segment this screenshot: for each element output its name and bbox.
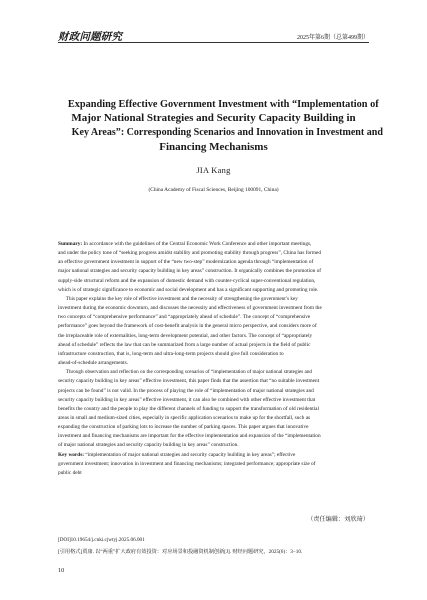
issue-info: 2025年第6期（总第499期） xyxy=(296,35,369,41)
title-line: Key Areas”: Corresponding Scenarios and Innovation in Investment and xyxy=(71,126,383,139)
title-line: Financing Mechanisms xyxy=(159,140,268,153)
paragraph-line: performance” goes beyond the framework of cost-benefit analysis in the general micro perspective, and considers more of xyxy=(58,323,317,330)
responsible-editor: （责任编辑：刘欣琦） xyxy=(307,516,369,523)
paragraph-line: This paper explains the key role of effective investment and the necessity of strengthening the government’s key xyxy=(65,295,298,302)
summary-line: In accordance with the guidelines of the Central Economic Work Conference and other important meetings, xyxy=(83,241,312,247)
summary-line: an effective government investment in support of the “new two-step” modernization agenda through “implementation of xyxy=(58,259,314,266)
title-line: Major National Strategies and Security Capacity Building in xyxy=(71,112,356,125)
paragraph-line: areas in small and medium-sized cities, especially in specific application scenarios to make up for the shortfall, such as xyxy=(58,414,311,421)
paragraph-line: benefits the country and the people to play the different channels of funding to support the transformation of old residential xyxy=(58,405,319,412)
paragraph-line: investment and financing mechanisms are important for the effective implementation and expansion of the “implementation xyxy=(58,433,321,440)
summary-line: major national strategies and security capacity building in key areas” construction. It organically combines the promotion of xyxy=(58,268,322,275)
abstract xyxy=(58,240,369,478)
keywords-first-line xyxy=(58,451,369,460)
paragraph-line: of major national strategies and security capacity building in key areas” construction. xyxy=(58,442,239,449)
summary-line: and under the policy tone of “seeking progress amidst stability and promoting stability through progress”, China has formed xyxy=(58,250,322,257)
title-line: Expanding Effective Government Investment with “Implementation of xyxy=(67,98,379,110)
article-title xyxy=(58,97,383,154)
keywords-line: “implementation of major national strategies and security capacity building in key areas”; effective xyxy=(85,451,296,458)
journal-logo: 财政问题研究 xyxy=(58,31,123,43)
keywords-line: public debt xyxy=(58,469,82,476)
header-rule xyxy=(58,42,369,43)
citation-format: [引用格式]贾康. 以“两重”扩大政府有效投资：对应场景和投融资机制创新[J]. 财经问题研究，2025(6)：3−10. xyxy=(58,549,303,555)
paragraph-line: security capacity building in key areas” effective investment, this paper finds that the assertion that “no suitable investment xyxy=(58,378,320,385)
keywords-line: government investment; innovation in investment and financing mechanisms; integrated performance; appropriate size of xyxy=(58,460,316,467)
paragraph-three xyxy=(58,368,369,450)
summary-first-line xyxy=(58,240,369,249)
summary-line: supply-side structural reform and the expansion of domestic demand with counter-cyclical super-conventional regulation, xyxy=(58,277,316,284)
paragraph-two xyxy=(58,295,369,368)
author-affiliation: (China Academy of Fiscal Sciences, Beijing 100091, China) xyxy=(148,187,279,193)
summary-label: Summary: xyxy=(58,241,83,247)
paragraph-line: projects can be found” is not valid. In the process of playing the role of “implementation of major national strategies and xyxy=(58,387,314,394)
paragraph-line: investment during the economic downturn, and discusses the necessity and effectiveness of government investment from the xyxy=(58,305,322,312)
paragraph-line: expanding the construction of parking lots to increase the number of parking spaces. This paper argues that innovative xyxy=(58,424,309,431)
keywords-paragraph xyxy=(58,451,369,478)
paragraph-line: ahead-of-schedule arrangements. xyxy=(58,360,129,367)
paragraph-line: the irreplaceable role of externalities, long-term development potential, and other factors. The concept of “appropriately xyxy=(58,332,313,339)
paragraph-line: ahead of schedule” reflects the law that can be summarized from a large number of actual projects in the field of public xyxy=(58,341,311,348)
paragraph-line: two concepts of “comprehensive performance” and “appropriately ahead of schedule”. The concept of “comprehensive xyxy=(58,314,311,321)
paragraph-line: security capacity building in key areas” effective investment, it can also be combined with other effective investment that xyxy=(58,396,316,403)
paragraph-line: Through observation and reflection on the corresponding scenarios of “implementation of major national strategies and xyxy=(65,369,313,376)
summary-line: which is of strategic significance to economic and social development and has a significant supporting and promoting role. xyxy=(58,286,319,293)
page-number: 10 xyxy=(58,567,65,574)
author-name: JIA Kang xyxy=(196,166,231,175)
paragraph-line: infrastructure construction, that is, long-term and ultra-long-term projects should give full consideration to xyxy=(58,350,284,357)
doi-line: [DOI]10.19654/j.cnki.cjwtyj.2025.06.001 xyxy=(58,537,145,543)
summary-paragraph xyxy=(58,240,369,295)
keywords-label: Key words: xyxy=(58,451,85,458)
